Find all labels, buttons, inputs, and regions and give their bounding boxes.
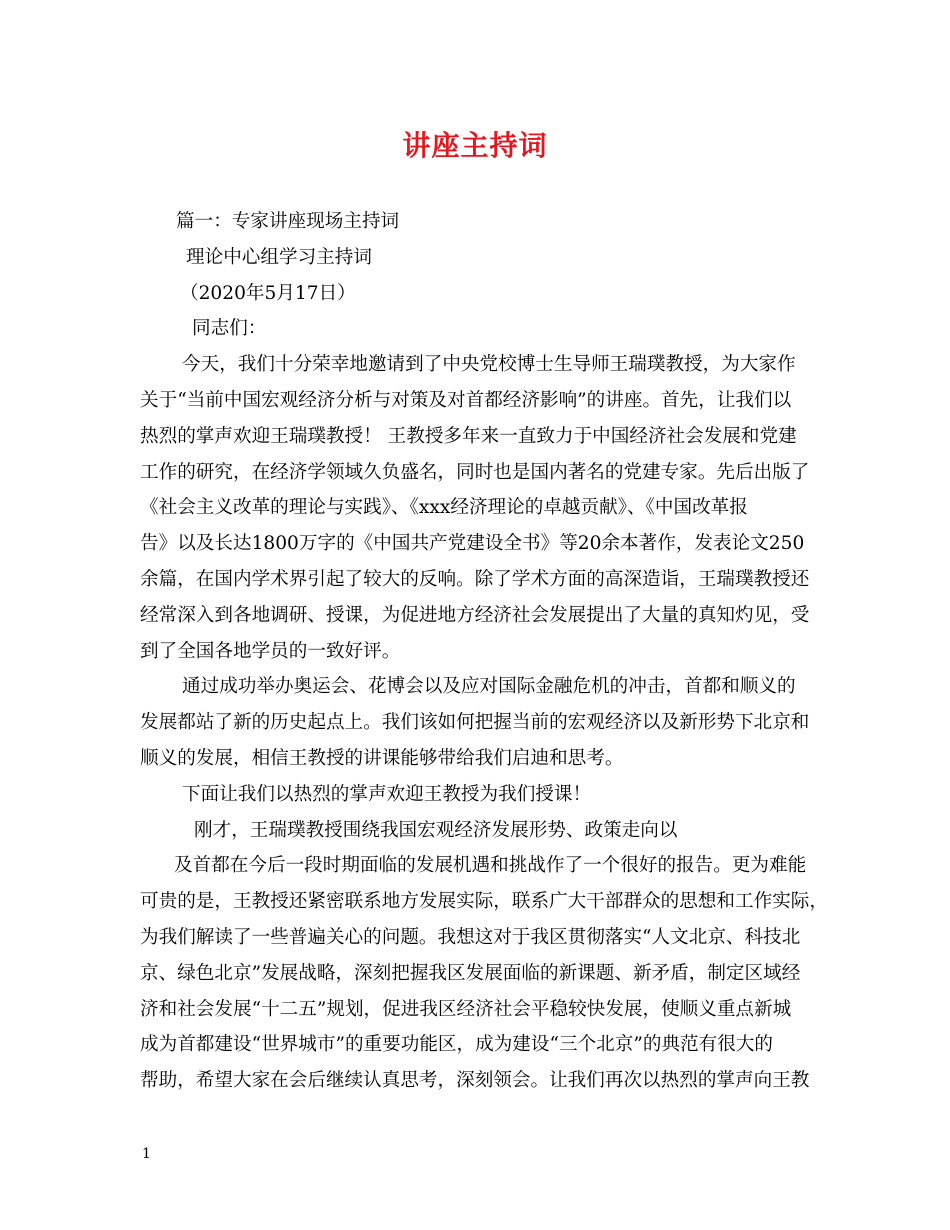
paragraph-line: 经常深入到各地调研、授课，为促进地方经济社会发展提出了大量的真知灼见，受 xyxy=(140,604,810,626)
paragraph-line: 余篇，在国内学术界引起了较大的反响。除了学术方面的高深造诣，王瑞璞教授还 xyxy=(140,568,810,590)
paragraph-line: 可贵的是，王教授还紧密联系地方发展实际，联系广大干部群众的思想和工作实际， xyxy=(140,891,828,913)
paragraph-line: 发展都站了新的历史起点上。我们该如何把握当前的宏观经济以及新形势下北京和 xyxy=(140,712,810,734)
paragraph-line: 关于“当前中国宏观经济分析与对策及对首都经济影响”的讲座。首先，让我们以 xyxy=(140,389,792,411)
salutation: 同志们： xyxy=(192,318,267,340)
paragraph-line: 顺义的发展，相信王教授的讲课能够带给我们启迪和思考。 xyxy=(140,747,624,769)
paragraph-line: 《社会主义改革的理论与实践》、《xxx经济理论的卓越贡献》、《中国改革报 xyxy=(140,497,748,519)
paragraph-line: 帮助，希望大家在会后继续认真思考，深刻领会。让我们再次以热烈的掌声向王教 xyxy=(140,1070,810,1092)
paragraph-line: 通过成功举办奥运会、花博会以及应对国际金融危机的冲击，首都和顺义的 xyxy=(182,676,796,698)
paragraph-line: 济和社会发展“十二五”规划，促进我区经济社会平稳较快发展，使顺义重点新城 xyxy=(140,998,792,1020)
paragraph-line: 工作的研究，在经济学领域久负盛名，同时也是国内著名的党建专家。先后出版了 xyxy=(140,461,810,483)
page-number: 1 xyxy=(142,1146,151,1162)
subheading: 理论中心组学习主持词 xyxy=(186,246,372,268)
section-heading: 篇一：专家讲座现场主持词 xyxy=(176,211,400,232)
paragraph-line: 告》以及长达1800万字的《中国共产党建设全书》等20余本著作，发表论文250 xyxy=(140,533,805,555)
paragraph-line: 为我们解读了一些普遍关心的问题。我想这对于我区贯彻落实“人文北京、科技北 xyxy=(140,926,801,948)
paragraph-line: 及首都在今后一段时期面临的发展机遇和挑战作了一个很好的报告。更为难能 xyxy=(174,855,807,877)
paragraph-line: 到了全国各地学员的一致好评。 xyxy=(140,640,401,662)
paragraph-line: 刚才，王瑞璞教授围绕我国宏观经济发展形势、政策走向以 xyxy=(194,819,678,841)
document-title: 讲座主持词 xyxy=(402,129,548,162)
paragraph-line: 热烈的掌声欢迎王瑞璞教授！ 王教授多年来一直致力于中国经济社会发展和党建 xyxy=(140,425,797,447)
document-body xyxy=(140,204,828,1099)
date-line: （2020年5月17日） xyxy=(180,282,356,304)
paragraph-line: 成为首都建设“世界城市”的重要功能区，成为建设“三个北京”的典范有很大的 xyxy=(140,1034,774,1056)
paragraph-line: 今天，我们十分荣幸地邀请到了中央党校博士生导师王瑞璞教授，为大家作 xyxy=(182,354,796,376)
paragraph-line: 下面让我们以热烈的掌声欢迎王教授为我们授课！ xyxy=(182,783,592,805)
paragraph-line: 京、绿色北京”发展战略，深刻把握我区发展面临的新课题、新矛盾，制定区域经 xyxy=(140,962,801,984)
